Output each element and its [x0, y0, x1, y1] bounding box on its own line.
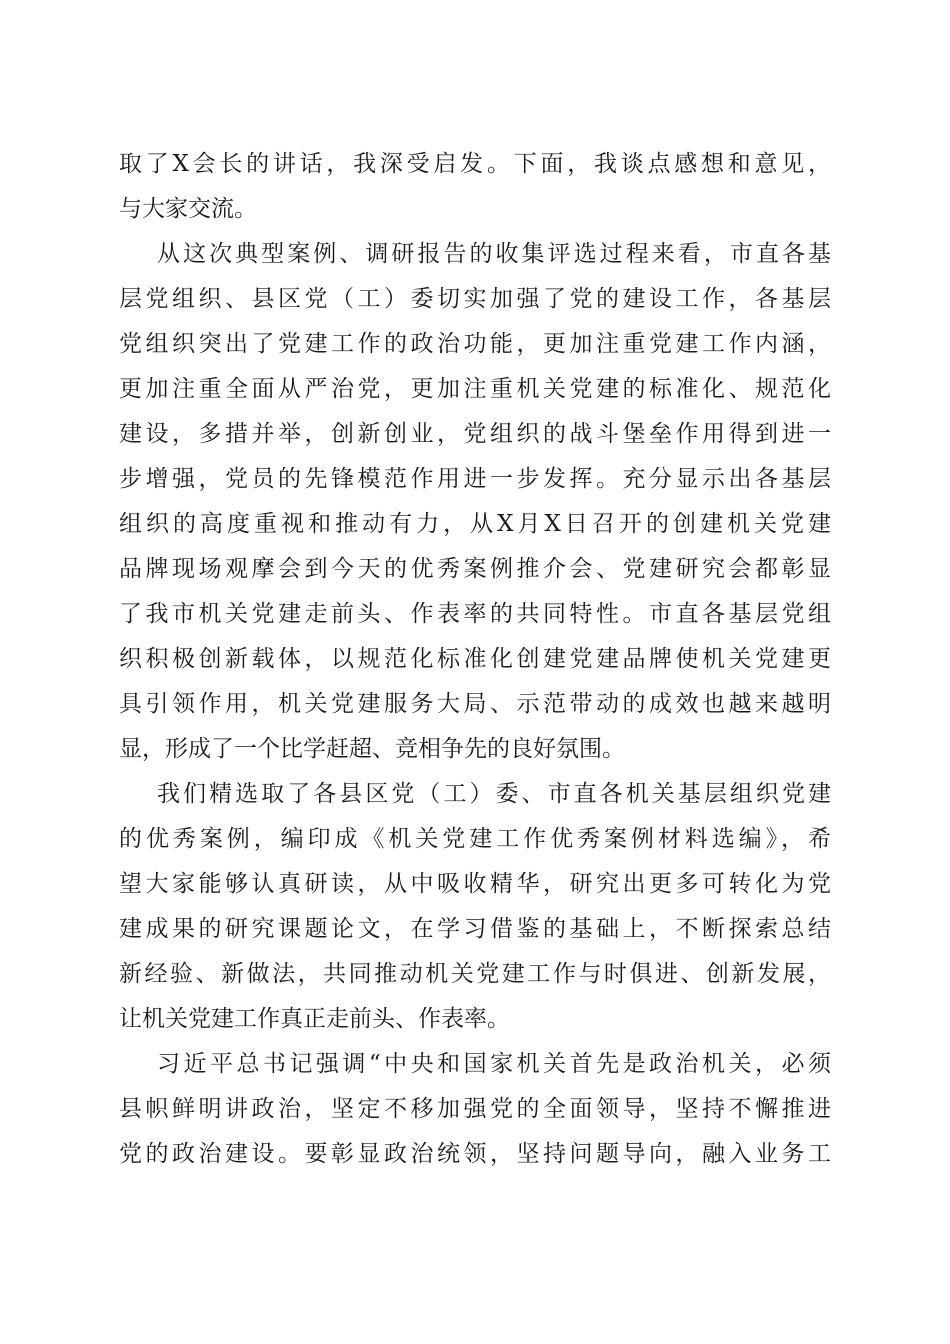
- body-text: [119, 142, 831, 1177]
- paragraph-line: 组织的高度重视和推动有力，从X月X日召开的创建机关党建: [119, 511, 831, 537]
- paragraph-line: 了我市机关党建走前头、作表率的共同特性。市直各基层党组: [119, 601, 831, 627]
- paragraph-line: 更加注重全面从严治党，更加注重机关党建的标准化、规范化: [119, 376, 831, 402]
- paragraph-line: 建成果的研究课题论文，在学习借鉴的基础上，不断探索总结: [119, 916, 831, 942]
- paragraph-line: 党的政治建设。要彰显政治统领，坚持问题导向，融入业务工: [119, 1141, 831, 1167]
- paragraph-line: 我们精选取了各县区党（工）委、市直各机关基层组织党建: [157, 781, 831, 807]
- paragraph-line: 步增强，党员的先锋模范作用进一步发挥。充分显示出各基层: [119, 466, 831, 492]
- paragraph-line: 显，形成了一个比学赶超、竞相争先的良好氛围。: [119, 736, 625, 762]
- paragraph-line: 的优秀案例，编印成《机关党建工作优秀案例材料选编》，希: [119, 826, 831, 852]
- paragraph-line: 习近平总书记强调“中央和国家机关首先是政治机关，必须: [157, 1051, 831, 1077]
- paragraph-line: 从这次典型案例、调研报告的收集评选过程来看，市直各基: [157, 241, 831, 267]
- paragraph-line: 让机关党建工作真正走前头、作表率。: [119, 1006, 510, 1032]
- paragraph-line: 织积极创新载体，以规范化标准化创建党建品牌使机关党建更: [119, 646, 831, 672]
- paragraph-line: 党组织突出了党建工作的政治功能，更加注重党建工作内涵，: [119, 331, 831, 357]
- paragraph-line: 建设，多措并举，创新创业，党组织的战斗堡垒作用得到进一: [119, 421, 831, 447]
- paragraph-line: 具引领作用，机关党建服务大局、示范带动的成效也越来越明: [119, 691, 831, 717]
- paragraph-line: 县帜鲜明讲政治，坚定不移加强党的全面领导，坚持不懈推进: [119, 1096, 831, 1122]
- paragraph-line: 新经验、新做法，共同推动机关党建工作与时俱进、创新发展，: [119, 961, 831, 987]
- paragraph-line: 层党组织、县区党（工）委切实加强了党的建设工作，各基层: [119, 286, 831, 312]
- paragraph-line: 品牌现场观摩会到今天的优秀案例推介会、党建研究会都彰显: [119, 556, 831, 582]
- paragraph-line: 与大家交流。: [119, 196, 257, 222]
- paragraph-line: 望大家能够认真研读，从中吸收精华，研究出更多可转化为党: [119, 871, 831, 897]
- paragraph-line: 取了X会长的讲话，我深受启发。下面，我谈点感想和意见，: [119, 151, 831, 177]
